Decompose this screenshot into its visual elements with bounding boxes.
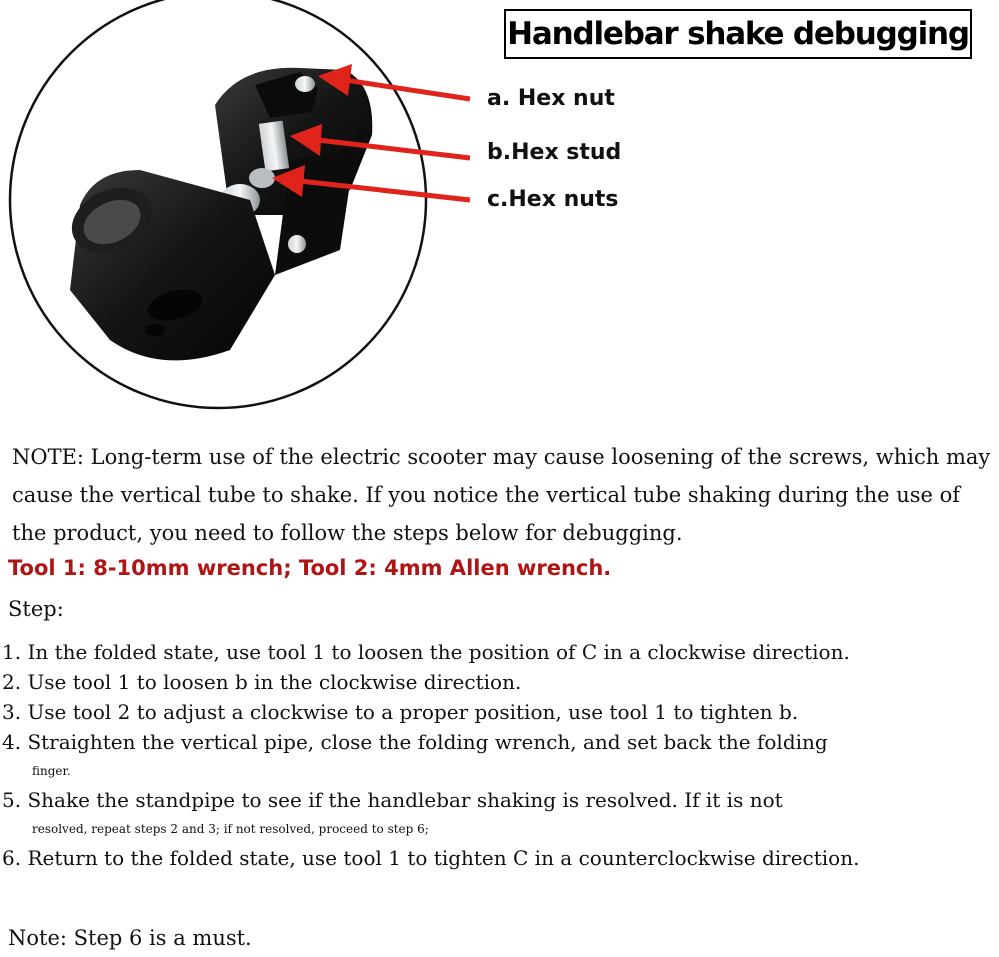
step-text: 2. Use tool 1 to loosen b in the clockwise direction. — [2, 670, 522, 694]
label-hex-stud: b.Hex stud — [487, 140, 622, 165]
step-heading: Step: — [8, 597, 64, 621]
step-item — [2, 697, 999, 727]
step-item — [2, 785, 999, 843]
final-note: Note: Step 6 is a must. — [8, 926, 252, 950]
label-hex-nuts: c.Hex nuts — [487, 187, 619, 212]
step-item — [2, 727, 999, 785]
joint-photo-circle — [10, 0, 426, 408]
step-text: 4. Straighten the vertical pipe, close the folding wrench, and set back the folding — [2, 730, 828, 754]
step-item — [2, 667, 999, 697]
page-title: Handlebar shake debugging — [504, 9, 972, 59]
step-text: 1. In the folded state, use tool 1 to loosen the position of C in a clockwise direction. — [2, 640, 850, 664]
step-text-continued: finger. — [32, 764, 71, 778]
step-text: 6. Return to the folded state, use tool 1 to tighten C in a counterclockwise direction. — [2, 846, 860, 870]
tools-required: Tool 1: 8-10mm wrench; Tool 2: 4mm Allen wrench. — [8, 556, 612, 580]
warning-note: NOTE: Long-term use of the electric scooter may cause loosening of the screws, which may cause the vertical tube to shake. If you notice the vertical tube shaking during the use of the product, you need to follow the steps below for debugging. — [12, 445, 991, 545]
step-text-continued: resolved, repeat steps 2 and 3; if not resolved, proceed to step 6; — [32, 822, 429, 836]
steps-list — [2, 637, 999, 873]
label-hex-nut: a. Hex nut — [487, 86, 615, 111]
step-item — [2, 637, 999, 667]
step-text: 3. Use tool 2 to adjust a clockwise to a proper position, use tool 1 to tighten b. — [2, 700, 799, 724]
step-item — [2, 843, 999, 873]
step-text: 5. Shake the standpipe to see if the handlebar shaking is resolved. If it is not — [2, 788, 783, 812]
